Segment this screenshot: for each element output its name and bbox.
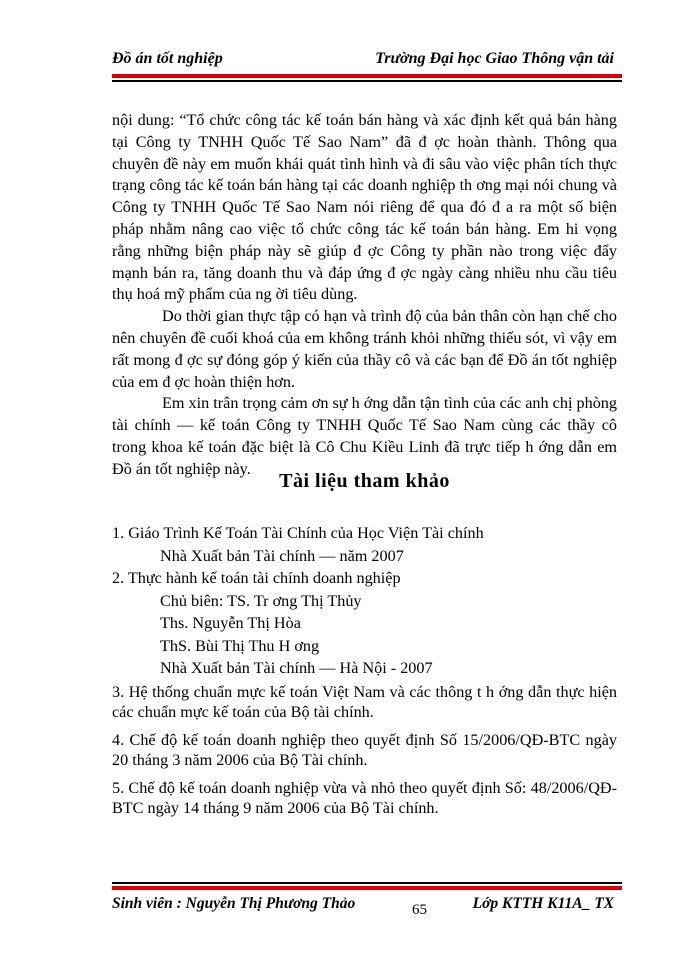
reference-2-author: ThS. Bùi Thị Thu H ơng bbox=[160, 636, 320, 655]
reference-2-editor: Chủ biên: TS. Tr ơng Thị Thủy bbox=[160, 591, 362, 610]
reference-1-title: 1. Giáo Trình Kế Toán Tài Chính của Học Viện Tài chính bbox=[112, 524, 484, 542]
page-number: 65 bbox=[412, 902, 427, 918]
reference-2-publisher: Nhà Xuất bản Tài chính — Hà Nội - 2007 bbox=[160, 659, 433, 677]
footer-student-name: Sinh viên : Nguyễn Thị Phương Thảo bbox=[112, 895, 356, 912]
reference-4: 4. Chế độ kế toán doanh nghiệp theo quyết định Số 15/2006/QĐ-BTC ngày 20 tháng 3 năm 2006 của Bộ Tài chính. bbox=[112, 730, 617, 769]
header-red-rule bbox=[112, 74, 622, 78]
references-list bbox=[112, 522, 617, 826]
page-header bbox=[112, 48, 622, 72]
reference-3: 3. Hệ thống chuẩn mực kế toán Việt Nam và các thông t h ớng dẫn thực hiện các chuẩn mực kế toán của Bộ tài chính. bbox=[112, 682, 617, 721]
reference-5: 5. Chế độ kế toán doanh nghiệp vừa và nhỏ theo quyết định Số: 48/2006/QĐ-BTC ngày 14 tháng 9 năm 2006 của Bộ Tài chính. bbox=[112, 778, 617, 817]
paragraph-conclusion: nội dung: “Tổ chức công tác kế toán bán hàng và xác định kết quả bán hàng tại Công ty TNHH Quốc Tế Sao Nam” đã đ ợc hoàn thành. Thông qua chuyên đề này em muốn khái quát tình hình và đi sâu vào việc phân tích thực trạng công tác kế toán bán hàng tại các doanh nghiệp th ơng mại nói chung và Công ty TNHH Quốc Tế Sao Nam nói riêng để qua đó đ a ra một số biện pháp nhằm nâng cao việc tổ chức công tác kế toán bán hàng. Em hi vọng rằng những biện pháp này sẽ giúp đ ợc Công ty phần nào trong việc đẩy mạnh bán ra, tăng doanh thu và đáp ứng đ ợc ngày càng nhiều nhu cầu tiêu thụ hoá mỹ phẩm của ng ời tiêu dùng. bbox=[112, 111, 617, 304]
reference-2-author: Ths. Nguyễn Thị Hòa bbox=[160, 614, 301, 632]
reference-2-title: 2. Thực hành kế toán tài chính doanh nghiệp bbox=[112, 569, 401, 587]
paragraph-acknowledgements: Em xin trân trọng cảm ơn sự h ớng dẫn tận tình của các anh chị phòng tài chính — kế toán Công ty TNHH Quốc Tế Sao Nam cùng các thầy cô trong khoa kế toán đặc biệt là Cô Chu Kiều Linh đã trực tiếp h ớng dẫn em Đồ án tốt nghiệp này. bbox=[112, 394, 617, 478]
references-title: Tài liệu tham khảo bbox=[279, 470, 450, 492]
header-document-type: Đồ án tốt nghiệp bbox=[112, 50, 223, 67]
paragraph-limitations: Do thời gian thực tập có hạn và trình độ của bản thân còn hạn chế cho nên chuyên đề cuối khoá của em không tránh khỏi những thiếu sót, vì vậy em rất mong đ ợc sự đóng góp ý kiến của thầy cô và các bạn để Đồ án tốt nghiệp của em đ ợc hoàn thiện hơn. bbox=[112, 307, 617, 391]
header-university: Trường Đại học Giao Thông vận tải bbox=[375, 50, 614, 67]
page-footer bbox=[112, 888, 622, 928]
footer-black-rule bbox=[112, 882, 622, 884]
footer-class: Lớp KTTH K11A_ TX bbox=[472, 895, 614, 912]
body-text bbox=[112, 110, 617, 481]
header-black-rule bbox=[112, 80, 622, 82]
reference-1-publisher: Nhà Xuất bản Tài chính — năm 2007 bbox=[160, 546, 404, 565]
